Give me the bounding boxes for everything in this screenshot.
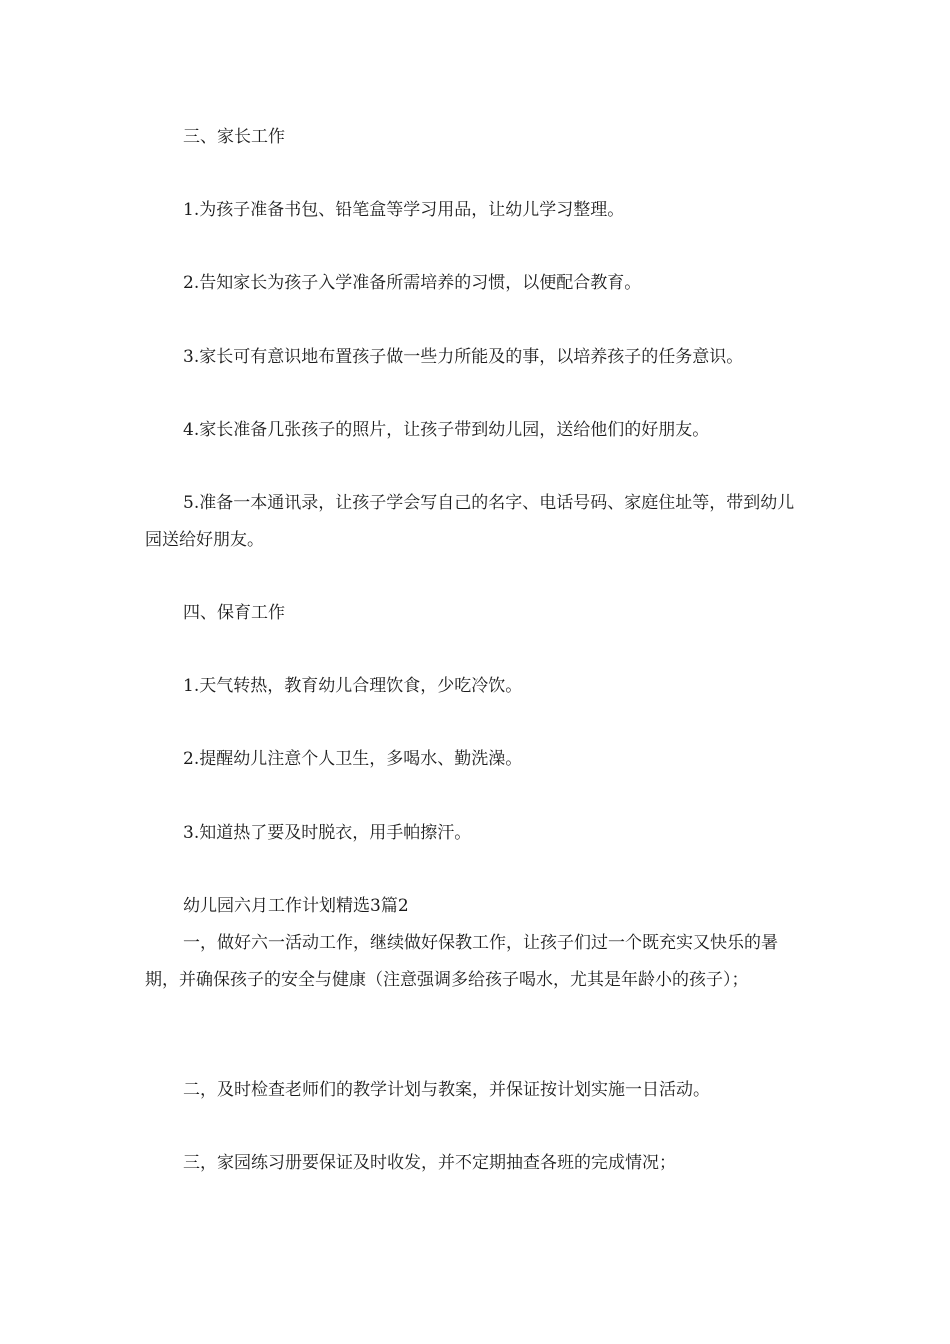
list-item: 二，及时检查老师们的教学计划与教案，并保证按计划实施一日活动。	[183, 1080, 710, 1100]
list-item: 三，家园练习册要保证及时收发，并不定期抽查各班的完成情况；	[183, 1153, 676, 1173]
list-item: 2.告知家长为孩子入学准备所需培养的习惯，以便配合教育。	[183, 273, 642, 293]
list-item: 3.知道热了要及时脱衣，用手帕擦汗。	[183, 823, 472, 843]
list-item: 2.提醒幼儿注意个人卫生，多喝水、勤洗澡。	[183, 749, 523, 769]
list-item: 1.为孩子准备书包、铅笔盒等学习用品，让幼儿学习整理。	[183, 200, 625, 220]
list-item: 一，做好六一活动工作，继续做好保教工作，让孩子们过一个既充实又快乐的暑期，并确保孩子的安全与健康（注意强调多给孩子喝水，尤其是年龄小的孩子）；	[145, 933, 778, 990]
list-item: 1.天气转热，教育幼儿合理饮食，少吃冷饮。	[183, 676, 523, 696]
article-title: 幼儿园六月工作计划精选3篇2	[183, 896, 409, 916]
section-heading-care-work: 四、保育工作	[183, 603, 285, 623]
list-item: 3.家长可有意识地布置孩子做一些力所能及的事，以培养孩子的任务意识。	[183, 347, 744, 367]
list-item: 4.家长准备几张孩子的照片，让孩子带到幼儿园，送给他们的好朋友。	[183, 420, 710, 440]
list-item: 5.准备一本通讯录，让孩子学会写自己的名字、电话号码、家庭住址等，带到幼儿园送给好朋友。	[145, 493, 795, 550]
section-heading-parent-work: 三、家长工作	[183, 127, 285, 147]
